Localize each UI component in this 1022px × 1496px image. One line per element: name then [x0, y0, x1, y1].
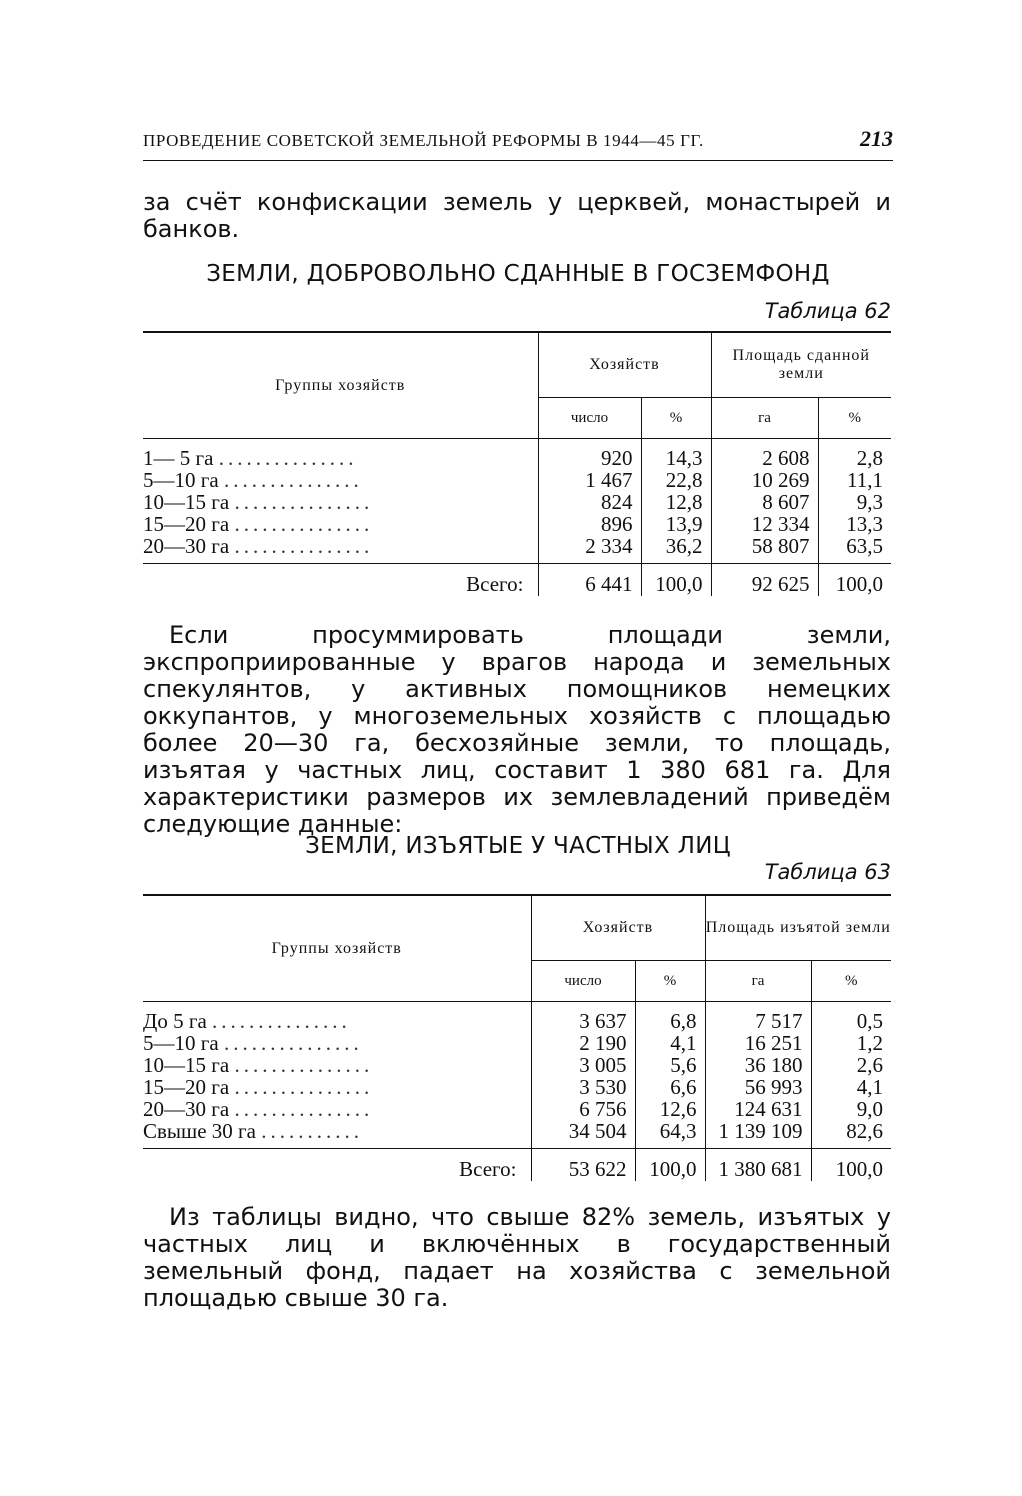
total-ha-pct: 100,0 — [811, 1149, 891, 1182]
table-62-header-ha-pct: % — [818, 398, 891, 439]
table-62-header-households: Хозяйств — [538, 332, 711, 398]
row-ha-pct: 11,1 — [818, 469, 891, 491]
row-ha-pct: 0,5 — [811, 1002, 891, 1033]
row-count: 2 334 — [538, 535, 641, 564]
row-group: 5—10 га — [143, 469, 219, 491]
row-pct: 64,3 — [635, 1120, 705, 1149]
table-62-title: ЗЕМЛИ, ДОБРОВОЛЬНО СДАННЫЕ В ГОСЗЕМФОНД — [206, 261, 830, 287]
row-pct: 4,1 — [635, 1032, 705, 1054]
table-62-header-pct: % — [641, 398, 711, 439]
row-ha-pct: 82,6 — [811, 1120, 891, 1149]
row-ha-pct: 1,2 — [811, 1032, 891, 1054]
row-count: 896 — [538, 513, 641, 535]
row-count: 6 756 — [531, 1098, 635, 1120]
row-ha-pct: 2,6 — [811, 1054, 891, 1076]
total-count: 53 622 — [531, 1149, 635, 1182]
row-group: 5—10 га — [143, 1032, 219, 1054]
row-ha: 7 517 — [705, 1002, 811, 1033]
row-ha: 36 180 — [705, 1054, 811, 1076]
row-group: 20—30 га — [143, 535, 230, 558]
table-row: 15—20 га ............... 3 530 6,6 56 993 4,1 — [143, 1076, 891, 1098]
paragraph-3: Из таблицы видно, что свыше 82% земель, изъятых у частных лиц и включённых в государственный земельный фонд, падает на хозяйства с земельной площадью свыше 30 га. — [143, 1203, 891, 1312]
row-ha: 2 608 — [711, 439, 818, 470]
row-group: 10—15 га — [143, 1054, 230, 1076]
row-pct: 12,8 — [641, 491, 711, 513]
table-62 — [143, 331, 891, 596]
row-pct: 36,2 — [641, 535, 711, 564]
table-row: 1— 5 га ............... 920 14,3 2 608 2,8 — [143, 439, 891, 470]
row-ha: 1 139 109 — [705, 1120, 811, 1149]
row-pct: 6,8 — [635, 1002, 705, 1033]
row-ha: 16 251 — [705, 1032, 811, 1054]
page-number: 213 — [860, 126, 893, 151]
total-pct: 100,0 — [635, 1149, 705, 1182]
table-row: 15—20 га ............... 896 13,9 12 334 13,3 — [143, 513, 891, 535]
row-ha: 58 807 — [711, 535, 818, 564]
row-ha-pct: 9,0 — [811, 1098, 891, 1120]
row-ha-pct: 2,8 — [818, 439, 891, 470]
table-row: 20—30 га ............... 2 334 36,2 58 807 63,5 — [143, 535, 891, 564]
row-ha: 56 993 — [705, 1076, 811, 1098]
row-ha: 124 631 — [705, 1098, 811, 1120]
row-ha-pct: 4,1 — [811, 1076, 891, 1098]
total-label: Всего: — [143, 1149, 531, 1182]
row-group: 1— 5 га — [143, 446, 214, 469]
paragraph-1: за счёт конфискации земель у церквей, монастырей и банков. — [143, 188, 891, 243]
running-head-title: ПРОВЕДЕНИЕ СОВЕТСКОЙ ЗЕМЕЛЬНОЙ РЕФОРМЫ В 1944—45 ГГ. — [143, 131, 704, 150]
row-count: 920 — [538, 439, 641, 470]
table-63-header-pct: % — [635, 961, 705, 1002]
row-count: 3 530 — [531, 1076, 635, 1098]
paragraph-2: Если просуммировать площади земли, экспроприированные у врагов народа и земельных спекулянтов, у активных помощников немецких оккупантов, у многоземельных хозяйств с площадью более 20—30 га, бесхозяйные земли, то площадь, изъятая у частных лиц, составит 1 380 681 га. Для характеристики размеров их землевладений приведём следующие данные: — [143, 621, 891, 838]
row-count: 3 005 — [531, 1054, 635, 1076]
row-count: 1 467 — [538, 469, 641, 491]
row-pct: 14,3 — [641, 439, 711, 470]
row-pct: 12,6 — [635, 1098, 705, 1120]
row-count: 3 637 — [531, 1002, 635, 1033]
table-63-label: Таблица 63 — [764, 860, 891, 884]
table-row: 10—15 га ............... 3 005 5,6 36 180 2,6 — [143, 1054, 891, 1076]
running-head — [143, 126, 893, 152]
row-pct: 13,9 — [641, 513, 711, 535]
row-ha: 10 269 — [711, 469, 818, 491]
table-total-row — [143, 1149, 891, 1182]
total-ha: 92 625 — [711, 564, 818, 597]
row-group: 15—20 га — [143, 1076, 230, 1098]
row-ha: 12 334 — [711, 513, 818, 535]
row-ha-pct: 9,3 — [818, 491, 891, 513]
row-count: 824 — [538, 491, 641, 513]
row-pct: 5,6 — [635, 1054, 705, 1076]
table-row: Свыше 30 га ........... 34 504 64,3 1 139 109 82,6 — [143, 1120, 891, 1149]
table-63-header-groups: Группы хозяйств — [143, 895, 531, 1002]
row-group: До 5 га — [143, 1009, 207, 1032]
row-count: 34 504 — [531, 1120, 635, 1149]
table-62-header-count: число — [538, 398, 641, 439]
table-62-header-ha: га — [711, 398, 818, 439]
table-63-header-area: Площадь изъятой земли — [705, 895, 891, 961]
row-ha-pct: 63,5 — [818, 535, 891, 564]
table-62-label: Таблица 62 — [764, 299, 891, 323]
row-group: Свыше 30 га — [143, 1120, 256, 1143]
total-label: Всего: — [143, 564, 538, 597]
table-63-header-count: число — [531, 961, 635, 1002]
table-62-header-area: Площадь сданной земли — [711, 332, 891, 398]
row-group: 15—20 га — [143, 513, 230, 535]
table-row: 20—30 га ............... 6 756 12,6 124 631 9,0 — [143, 1098, 891, 1120]
row-ha-pct: 13,3 — [818, 513, 891, 535]
table-row: До 5 га ............... 3 637 6,8 7 517 0,5 — [143, 1002, 891, 1033]
row-count: 2 190 — [531, 1032, 635, 1054]
table-63-header-ha-pct: % — [811, 961, 891, 1002]
table-63 — [143, 894, 891, 1181]
table-total-row — [143, 564, 891, 597]
header-divider — [143, 160, 893, 161]
total-ha-pct: 100,0 — [818, 564, 891, 597]
table-row: 5—10 га ............... 2 190 4,1 16 251 1,2 — [143, 1032, 891, 1054]
row-ha: 8 607 — [711, 491, 818, 513]
table-row: 10—15 га ............... 824 12,8 8 607 9,3 — [143, 491, 891, 513]
table-63-header-ha: га — [705, 961, 811, 1002]
total-pct: 100,0 — [641, 564, 711, 597]
table-63-header-households: Хозяйств — [531, 895, 705, 961]
row-group: 10—15 га — [143, 491, 230, 513]
table-row: 5—10 га ............... 1 467 22,8 10 269 11,1 — [143, 469, 891, 491]
table-62-header-groups: Группы хозяйств — [143, 332, 538, 439]
row-pct: 6,6 — [635, 1076, 705, 1098]
table-63-title: ЗЕМЛИ, ИЗЪЯТЫЕ У ЧАСТНЫХ ЛИЦ — [305, 833, 731, 859]
row-group: 20—30 га — [143, 1098, 230, 1120]
row-pct: 22,8 — [641, 469, 711, 491]
total-count: 6 441 — [538, 564, 641, 597]
total-ha: 1 380 681 — [705, 1149, 811, 1182]
